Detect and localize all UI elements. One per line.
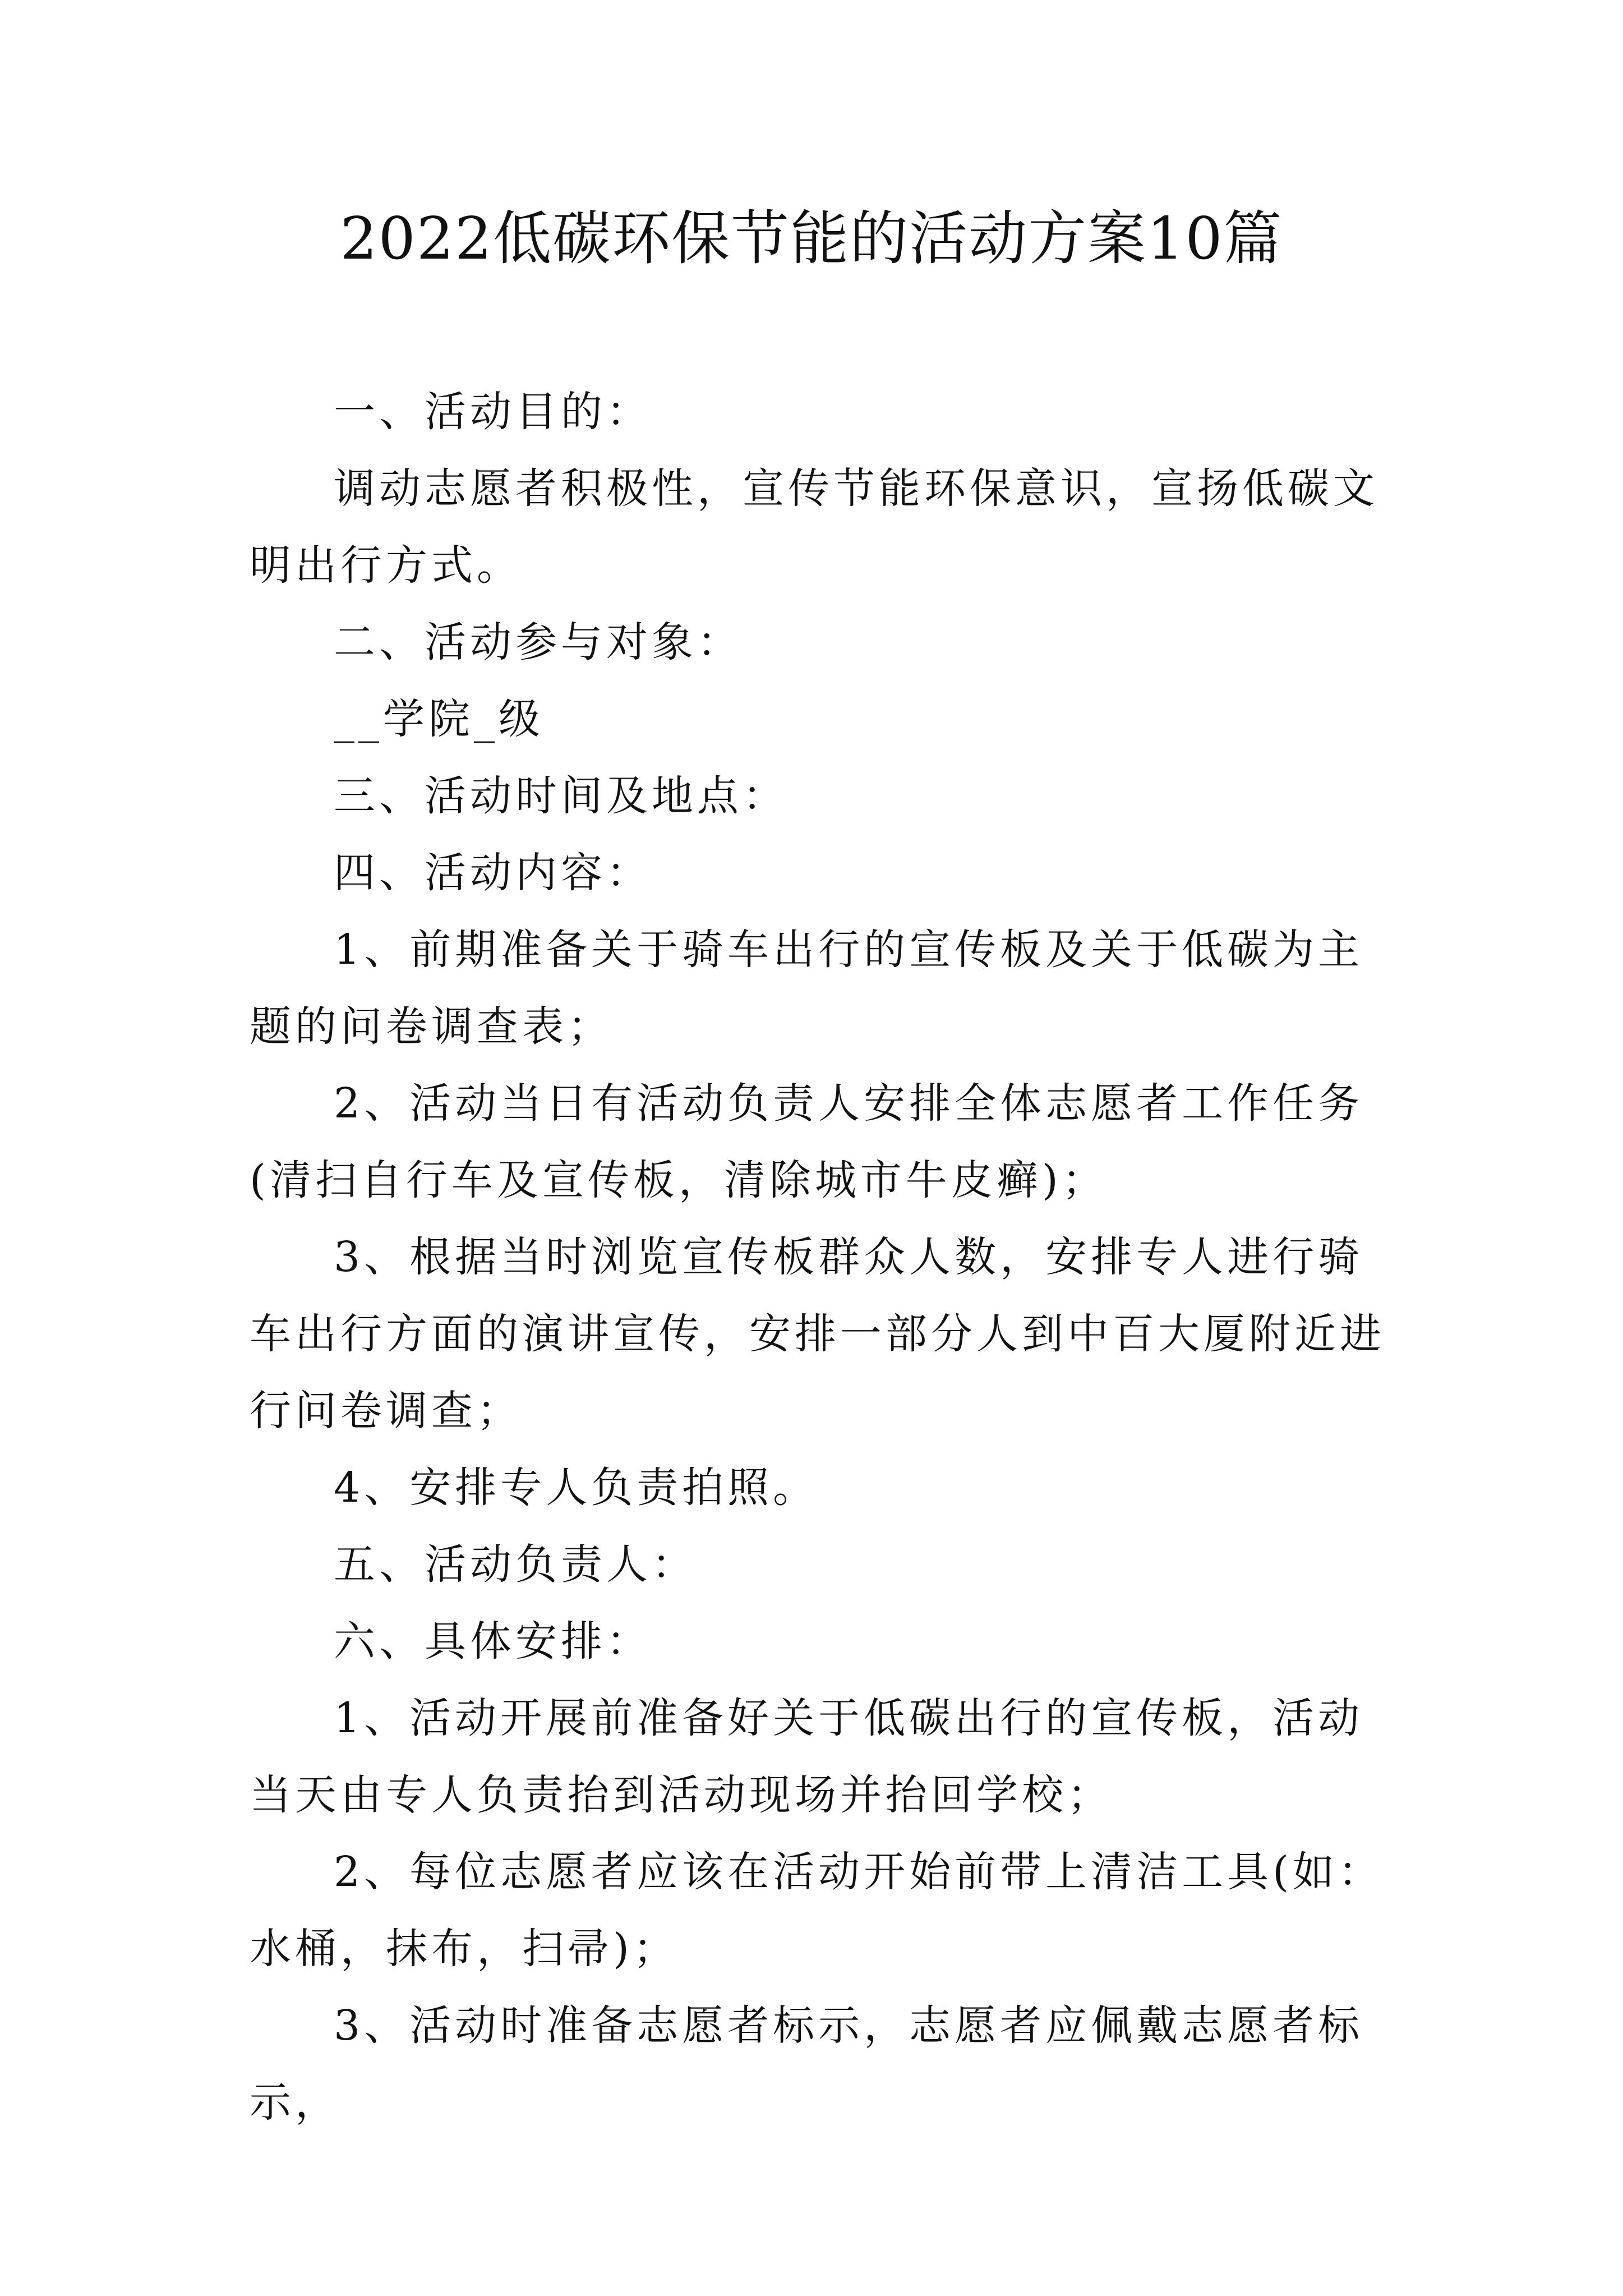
list-item-content-4: 4、安排专人负责拍照。 — [334, 1464, 819, 1512]
list-item-arrangement-3: 3、活动时准备志愿者标示，志愿者应佩戴志愿者标示， — [250, 2001, 1364, 2127]
paragraph-purpose: 调动志愿者积极性，宣传节能环保意识，宣扬低碳文明出行方式。 — [250, 464, 1378, 590]
paragraph-participants: __学院_级 — [334, 695, 544, 743]
document-title: 2022低碳环保节能的活动方案10篇 — [340, 204, 1283, 273]
section-heading-participants: 二、活动参与对象： — [334, 618, 743, 666]
section-heading-purpose: 一、活动目的： — [334, 388, 652, 436]
section-heading-content: 四、活动内容： — [334, 849, 652, 897]
list-item-content-1: 1、前期准备关于骑车出行的宣传板及关于低碳为主题的问卷调查表； — [250, 926, 1364, 1051]
list-item-arrangement-2: 2、每位志愿者应该在活动开始前带上清洁工具(如：水桶，抹布，扫帚)； — [250, 1848, 1384, 1973]
list-item-content-3: 3、根据当时浏览宣传板群众人数，安排专人进行骑车出行方面的演讲宣传，安排一部分人到中百大厦附近进行问卷调查； — [250, 1233, 1385, 1435]
section-heading-time-place: 三、活动时间及地点： — [334, 772, 788, 820]
section-heading-arrangement: 六、具体安排： — [334, 1617, 652, 1665]
section-heading-leader: 五、活动负责人： — [334, 1540, 697, 1589]
list-item-content-2: 2、活动当日有活动负责人安排全体志愿者工作任务(清扫自行车及宣传板，清除城市牛皮癣)； — [250, 1079, 1364, 1204]
document-body — [250, 374, 1389, 2141]
list-item-arrangement-1: 1、活动开展前准备好关于低碳出行的宣传板，活动当天由专人负责抬到活动现场并抬回学校； — [250, 1694, 1364, 1819]
